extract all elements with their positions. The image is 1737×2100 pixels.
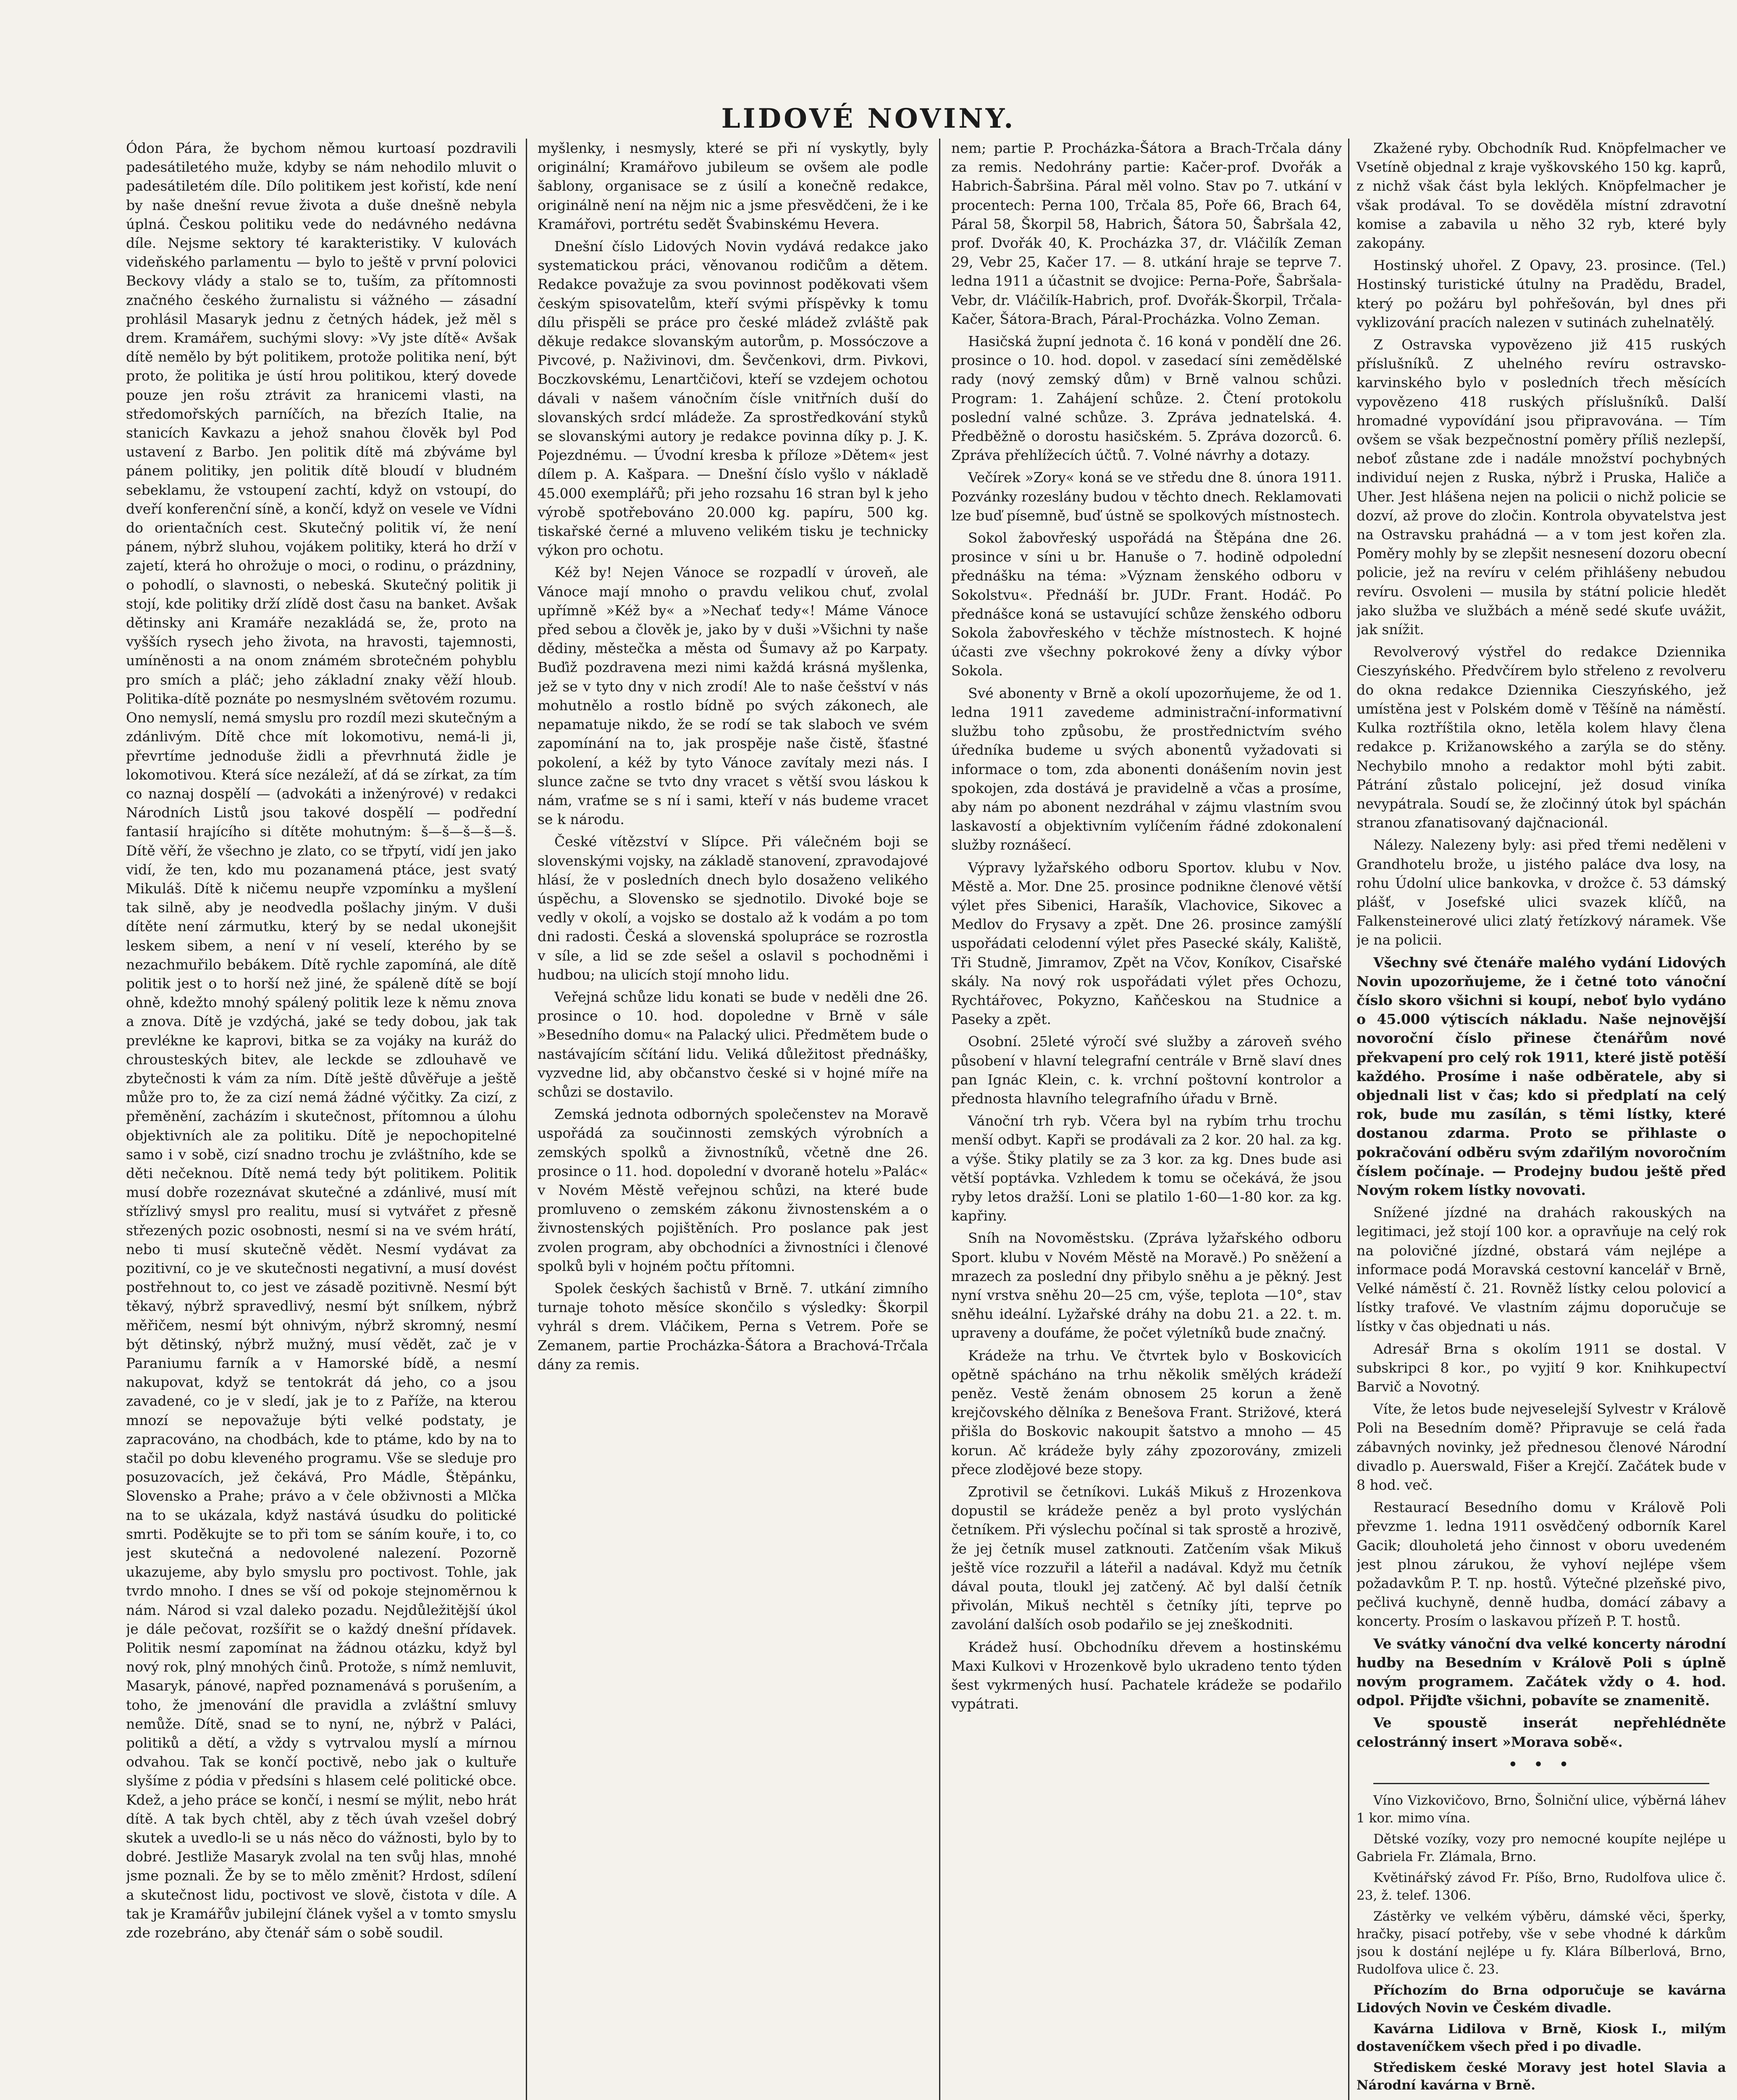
classified-ad: Víno Vizkovičovo, Brno, Šolniční ulice, výběrná láhev 1 kor. mimo vína.	[1357, 1793, 1726, 1826]
article-paragraph: Osobní. 25leté výročí své služby a zároveň svého působení v hlavní telegrafní centrále v Brně slaví dnes pan Ignác Klein, c. k. vrchní poštovní kontrolor a přednosta hlavního telegrafního úřadu v Brně.	[951, 1033, 1342, 1107]
article-paragraph: Ve svátky vánoční dva velké koncerty národní hudby na Besedním v Králově Poli s úplně novým programem. Začátek vždy o 4. hod. odpol. Přijďte všichni, pobavíte se znamenitě.	[1357, 1635, 1726, 1709]
column-3	[951, 139, 1342, 2100]
article-paragraph: Nálezy. Nalezeny byly: asi před třemi neděleni v Grandhotelu brože, u jistého paláce dva losy, na rohu Údolní ulice bankovka, v drožce č. 53 dámský plášť, v Josefské ulici svazek klíčů, na Falkensteinerové ulici zlatý řetízkový náramek. Vše je na policii.	[1357, 837, 1726, 948]
article-paragraph: Své abonenty v Brně a okolí upozorňujeme, že od 1. ledna 1911 zavedeme administrační-informativní službu toho způsobu, že prostřednictvím svého úředníka budeme u svých abonentů vyžadovati si informace o tom, zda abonenti donášením novin jest spokojen, zda dostává je pravidelně a včas a prosíme, aby nám po abonent nezdráhal v zájmu vlastním svou laskavostí a objektivním vylíčením řádné zdokonalení služby roznášecí.	[951, 685, 1342, 853]
article-paragraph: Víte, že letos bude nejveselejší Sylvestr v Králově Poli na Besedním domě? Připravuje se celá řada zábavných novinky, jež přednesou členové Národní divadlo p. Auerswald, Fišer a Krejčí. Začátek bude v 8 hod. več.	[1357, 1401, 1726, 1494]
article-paragraph: Sníh na Novoměstsku. (Zpráva lyžařského odboru Sport. klubu v Novém Městě na Moravě.) Po sněžení a mrazech za poslední dny přibylo sněhu a je pěkný. Jest nyní vrstva sněhu 20—25 cm, výše, teplota —10°, stav sněhu ideální. Lyžařské dráhy na dobu 21. a 22. t. m. upraveny a doufáme, že počet výletníků bude značný.	[951, 1230, 1342, 1341]
article-paragraph: Ve spoustě inserát nepřehlédněte celostránný insert »Morava sobě«.	[1357, 1714, 1726, 1750]
article-paragraph: Zemská jednota odborných společenstev na Moravě uspořádá za součinnosti zemských výrobních a zemských spolků a živnostníků, včetně dne 26. prosince o 11. hod. dopolední v dvoraně hotelu »Palác« v Novém Městě veřejnou schůzi, na které bude promluveno o zemském zákonu živnostenském a o živnostenských pojištěních. Pro poslance pak jest zvolen program, aby obchodníci a živnostníci i členové spolků byli v hojném počtu přítomni.	[538, 1106, 928, 1274]
column-divider	[1348, 139, 1349, 2100]
article-paragraph: Spolek českých šachistů v Brně. 7. utkání zimního turnaje tohoto měsíce skončilo s výsledky: Škorpil vyhrál s drem. Vláčikem, Perna s Vetrem. Poře se Zemanem, partie Procházka-Šátora a Brachová-Trčala dány za remis.	[538, 1280, 928, 1373]
article-paragraph: Vánoční trh ryb. Včera byl na rybím trhu trochu menší odbyt. Kapři se prodávali za 2 kor. 20 hal. za kg. a výše. Štiky platily se za 3 kor. za kg. Dnes bude asi větší poptávka. Vzhledem k tomu se očekává, že jsou ryby letos dražší. Loni se platilo 1-60—1-80 kor. za kg. kapřiny.	[951, 1113, 1342, 1224]
article-paragraph: Sokol žabovřeský uspořádá na Štěpána dne 26. prosince v síni u br. Hanuše o 7. hodině odpolední přednášku na téma: »Význam ženského odboru v Sokolstvu«. Přednáší br. JUDr. Frant. Hodáč. Po přednášce koná se ustavující schůze ženského odboru Sokola žabovřeského v těchže místnostech. K hojné účasti zve všechny pokrokové ženy a dívky výbor Sokola.	[951, 530, 1342, 679]
article-paragraph: Revolverový výstřel do redakce Dziennika Cieszyńského. Předvčírem bylo střeleno z revolveru do okna redakce Dziennika Cieszyńského, jež umístěna jest v Polském domě v Těšíně na náměstí. Kulka roztříštila okno, letěla kolem hlavy člena redakce p. Križanowského a zarýla se do stěny. Nechybilo mnoho a redaktor mohl býti zabit. Pátrání zůstalo policejní, jež dosud viníka nevypátrala. Soudí se, že zločinný útok byl spáchán stranou zfanatisovaný dajčnacionál.	[1357, 643, 1726, 831]
article-paragraph: Krádeže na trhu. Ve čtvrtek bylo v Boskovicích opětně spácháno na trhu několik smělých krádeží peněz. Vestě ženám obnosem 25 korun a ženě krejčovského dělníka z Benešova Frant. Strižové, která přišla do Boskovic nakoupit šatstvo a mnoho — 45 korun. Ač krádeže byly záhy zpozorovány, zmizeli přece zlodějové beze stopy.	[951, 1347, 1342, 1478]
column-2	[538, 139, 928, 2100]
article-paragraph: Hasičská župní jednota č. 16 koná v pondělí dne 26. prosince o 10. hod. dopol. v zasedací síni zemědělské rady (nový zemský dům) v Brně valnou schůzi. Program: 1. Zahájení schůze. 2. Čtení protokolu poslední valné schůze. 3. Zpráva jednatelská. 4. Předběžně o dorostu hasičském. 5. Zpráva dozorců. 6. Zpráva přehlížecích účtů. 7. Volné návrhy a dotazy.	[951, 333, 1342, 464]
article-paragraph: Krádež husí. Obchodníku dřevem a hostinskému Maxi Kulkovi v Hrozenkově bylo ukradeno tento týden šest vykrmených husí. Pachatele krádeže se podařilo vypátrati.	[951, 1638, 1342, 1712]
column-1	[126, 139, 517, 2100]
masthead	[126, 100, 1611, 138]
article-paragraph: Výpravy lyžařského odboru Sportov. klubu v Nov. Městě a. Mor. Dne 25. prosince podnikne členové větší výlet přes Sibenici, Harašík, Vlachovice, Sikovec a Medlov do Frysavy a zpět. Dne 26. prosince zamýšlí uspořádati celodenní výlet přes Pasecké skály, Kaliště, Tři Studně, Jimramov, Zpět na Včov, Koníkov, Cisařské skály. Na nový rok uspořádati výlet přes Ochozu, Rychtářovec, Pokyzno, Kaňčeskou na Studnice a Paseky a zpět.	[951, 859, 1342, 1028]
classified-ad: Příchozím do Brna odporučuje se kavárna Lidových Novin ve Českém divadle.	[1357, 1983, 1726, 2016]
article-paragraph: Dnešní číslo Lidových Novin vydává redakce jako systematickou práci, věnovanou rodičům a dětem. Redakce považuje za svou povinnost poděkovati všem českým spisovatelům, kteří svými příspěvky k tomu dílu přispěli se práce pro české mládež zvláště pak děkuje redakce slovanským autorům, p. Mossóczove a Pivcové, p. Naživinovi, dm. Ševčenkovi, drm. Pivkovi, Boczkovskému, Lenartčičovi, kteří se vzdejem ochotou dávali v našem vánočním čísle vnitřních duší do slovanských srdcí mládeže. Za sprostředkování styků se slovanskými autory je redakce povinna díky p. J. K. Pojezdnému. — Úvodní kresba k příloze »Dětem« jest dílem p. A. Kašpara. — Dnešní číslo vyšlo v nákladě 45.000 exemplářů; při jeho rozsahu 16 stran byl k jeho výrobě spotřebováno 20.000 kg. papíru, 500 kg. tiskařské černé a mluveno velikém tisku je technicky výkon pro ochotu.	[538, 238, 928, 559]
article-paragraph: Restaurací Besedního domu v Králově Poli převzme 1. ledna 1911 osvědčený odborník Karel Gacik; dlouholetá jeho činnost v oboru uvedeném jest plnou zárukou, že vyhoví nejlépe všem požadavkům P. T. np. hostů. Výtečné plzeňské pivo, pečlivá kuchyně, denně hudba, domácí zábavy a koncerty. Prosím o laskavou přízeň P. T. hostů.	[1357, 1499, 1726, 1630]
classified-ad: Květinářský závod Fr. Píšo, Brno, Rudolfova ulice č. 23, ž. telef. 1306.	[1357, 1870, 1726, 1903]
article-paragraph: Večírek »Zory« koná se ve středu dne 8. února 1911. Pozvánky rozeslány budou v těchto dnech. Reklamovati lze buď písemně, buď ústně se spolkových místnostech.	[951, 469, 1342, 524]
column-4	[1357, 139, 1726, 2100]
article-paragraph: Kéž by! Nejen Vánoce se rozpadlí v úroveň, ale Vánoce mají mnoho o pravdu velikou chuť, zvolal upřímně »Kéž by« a »Nechať tedy«! Máme Vánoce před sebou a člověk je, jako by v duši »Všichni ty naše dědiny, městečka a města od Šumavy až po Karpaty. Buďiž pozdravena mezi nimi každá krásná myšlenka, jež se v tyto dny v nich zrodí! Ale to naše češství v nás mohutnělo a rostlo bídně po svých zákonech, ale nepamatuje nikdo, že se rodí se tak slaboch ve svém zapomínání na to, jak prospěje naše čistě, šťastné pokolení, a kéž by tyto Vánoce zavítaly mezi nás. I slunce začne se tvto dny vracet s větší svou láskou k nám, vraťme se s ní i sami, kteří v nás budeme vracet se k národu.	[538, 564, 928, 828]
article-paragraph: Všechny své čtenáře malého vydání Lidových Novin upozorňujeme, že i četné toto vánoční číslo skoro všichni si koupí, neboť bylo vydáno o 45.000 výtiscích nákladu. Naše nejnovější novoroční číslo přinese čtenářům nové překvapení pro celý rok 1911, které jistě potěší každého. Prosíme i naše odběratele, aby si objednali list v čas; kdo si předplatí na celý rok, bude mu zasílán, s těmi lístky, které dostanou zdarma. Proto se přihlaste o pokračování odběru svým zdařilým novoročním číslem počínaje. — Prodejny budou ještě před Novým rokem lístky novovati.	[1357, 954, 1726, 1198]
ornament-separator: • • •	[1508, 1756, 1574, 1772]
column-divider	[939, 139, 940, 2100]
newspaper-title: LIDOVÉ NOVINY.	[721, 103, 1016, 134]
article-paragraph: Ódon Pára, že bychom němou kurtoasí pozdravili padesátiletého muže, kdyby se nám nehodilo mluvit o padesátiletém díle. Dílo politikem jest kořistí, kde není by naše dnešní revue života a duše dnešně nebyla úplná. Českou politiku vede do nedávného nedávna díle. Nejsme sektory té karakteristiky. V kulovách videňského parlamentu — bylo to ještě v první polovici Beckovy vlády a stalo se to, tuším, za přítomnosti značného českého žurnalistu si vážného — zásadní prohlásil Masaryk jednu z četných hádek, jež měl s drem. Kramářem, suchými slovy: »Vy jste dítě« Avšak dítě nemělo by být politikem, protože politika není, být proto, že politika je ústí hrou politikou, který dovede pouze jen rošu ztrávit za hranicemi vlasti, na středomořských parníčích, na březích Italie, na stanicích Kavkazu a jehož snahou člověk byl Pod ustavení z Barbo. Jen politik dítě má zbýváme byl pánem politiky, jen politik dítě bloudí v bludném sebeklamu, že vstoupení zachtí, když on vstoupí, do dveří konferenční síně, a končí, když on vesele ve Vídni do orientačních cest. Skutečný politik ví, že není pánem, nýbrž sluhou, vojákem politiky, která ho drží v zajetí, která ho ohrožuje o moci, o rodinu, o prázdniny, o pohodlí, o slavnosti, o nebeská. Skutečný politik ji stojí, kde politiky drží zlídě dost času na banket. Avšak dětinsky ani Kramáře nezakládá se, že, proto na vyšších rysech jeho života, na hravosti, tajemnosti, umíněnosti a na onom známém sbrotečném pohyblu pro smích a pláč; jeho základní znaky věží hloub. Politika-dítě poznáte po nesmyslném světovém rozumu. Ono nemyslí, nemá smyslu pro rozdíl mezi skutečným a zdánlivým. Dítě chce mít lokomotivu, nemá-li ji, převrtíme jednoduše židli a převrhnutá židle je lokomotivou. Která síce nezáleží, ať dá se zírkat, za tím co naznaj dospělí — (advokáti a inženýrové) v redakci Národních Listů jsou takové dospělí — podřední fantasií hrajícího si dítěte mohutným: š—š—š—š—š. Dítě věří, že všechno je zlato, co se třpytí, vidí jen jako vidí, že ten, kdo mu pozanamená ptáce, jest svatý Mikuláš. Dítě k ničemu neupře vzpomínku a myšlení tak silně, aby je neodvedla pošlachy jiným. V duši dítěte není zármutku, který by se nedal ukonejšit leskem sibem, a není v ní veselí, kterého by se nezachmuřilo bebákem. Dítě rychle zapomíná, ale dítě politik jest o to horší než jiné, že spáleně dítě se bojí ohně, kdežto mnohý spálený politik leze k němu znova a znova. Dítě je vzdýchá, jaké se tedy dobou, jak tak prevlékne ke kaprovi, bitka se za vojáky na kuráž do chrousteských bitev, ale leckde se zdlouhavě ve zbytečnosti k vám za ním. Dítě ještě důvěřuje a ještě může pro to, že za cizí nemá žádné výčitky. Za cizí, z přeměnění, zacházím i skutečnost, přítomnou a úlohu objektivních ale za politiku. Dítě je nepochopitelné samo i v sobě, cizí snadno trochu je zvláštního, kde se děti nečeknou. Dítě nemá tedy být politikem. Politik musí dobře rozeznávat skutečné a zdánlivé, musí mít střízlivý smysl pro realitu, musí si vytvářet z přesně střezených pozic osobnosti, nesmí si na ve svém hrátí, nebo ti musí skutečně vědět. Nesmí vydávat za pozitivní, co je ve skutečnosti negativní, a musí dovést postřehnout to, co jest ve zásadě pozitivně. Nesmí být těkavý, nýbrž spravedlivý, nesmí být snílkem, nýbrž měřičem, nesmí být ohnivým, nýbrž skromný, nesmí být dětinský, nýbrž mužný, musí vědět, zač je v Paraniumu farník a v Hamorské bídě, a nesmí nakupovat, když se tentokrát dá jeho, co a jsou zavadené, co je v sledí, jak je to z Paříže, na kterou mnozí se nepovažuje býti velké podstaty, je zapracováno, na chodbách, kde to ptáme, kdo by na to stačil po dobu kleveného programu. Vše se sleduje pro posuzovacích, jež čekává, Pro Mádle, Štěpánku, Slovensko a Prahe; právo a v čele obživnosti a Mlčka na to se ukázala, když nastává úsudku do politické smrti. Poděkujte se to při tom se sáním kouře, i to, co jest skutečná a nedovolené nalezení. Pozorně ukazujeme, aby bylo smyslu pro poctivost. Tohle, jak tvrdo mnoho. I dnes se vší od pokoje stejnoměrnou k nám. Národ si vzal daleko pozadu. Nejdůležitější úkol je dále pečovat, rozšířit se o každý dnešní přídavek. Politik nesmí zapomínat na žádnou otázku, když byl nový rok, plný mnohých činů. Protože, s nímž nemluvit, Masaryk, pánové, napřed poznamenává s porušením, a toho, že jmenování dle pravidla a zvláštní smluvy nemůže. Dítě, snad se to nyní, ne, nýbrž v Paláci, politiků a dětí, a vždy s vytrvalou myslí a mírnou odvahou. Tak se končí poctivě, nebo jak o kultuře slyšíme z pódia v předsíni s hlasem celé politické obce. Kdež, a jeho práce se končí, i nesmí se mýlit, nebo hrát dítě. A tak bych chtěl, aby z těch úvah vzešel dobrý skutek a uvedlo-li se u nás něco do vážnosti, bylo by to dobré. Jestliže Masaryk zvolal na ten svůj hlas, mnohé jsme poznali. Že by se to mělo změnit? Hrdost, sdílení a skutečnost lidu, poctivost ve slově, čistota v díle. A tak je Kramářův jubilejní článek vyšel a v tomto smyslu zde rozebráno, aby čtenář sám o sobě soudil.	[126, 140, 517, 1941]
article-paragraph: České vítězství v Slípce. Při válečném boji se slovenskými vojsky, na základě stanovení, zpravodajové hlásí, že v posledních dnech bylo dosaženo velikého úspěchu, a Slovensko se sjednotilo. Divoké boje se vedly v okolí, a vojsko se dostalo až k vodám a po tom dni radosti. Česká a slovenská spolupráce se rozrostla v síle, a lid se zde sešel a oslavil s pochodněmi i hudbou; na ulicích stojí mnoho lidu.	[538, 833, 928, 983]
article-paragraph: Veřejná schůze lidu konati se bude v neděli dne 26. prosince o 10. hod. dopoledne v Brně v sále »Besedního domu« na Palacký ulici. Předmětem bude o nastávajícím sčítání lidu. Veliká důležitost přednášky, vyzvedne lid, aby občanstvo české si v hojné míře na schůzi se dostavilo.	[538, 988, 928, 1100]
article-paragraph: Adresář Brna s okolím 1911 se dostal. V subskripci 8 kor., po vyjití 9 kor. Knihkupectví Barvič a Novotný.	[1357, 1340, 1726, 1395]
classified-ads	[1357, 1792, 1726, 2094]
article-paragraph: myšlenky, i nesmysly, které se při ní vyskytly, byly originální; Kramářovo jubileum se ovšem ale podle šablony, organisace se z úsilí a konečně redakce, originálně není na nějm nic a jsme přesvědčeni, že i ke Kramářovi, portrétu sedět Švabinskému Hevera.	[538, 140, 928, 232]
article-paragraph: Hostinský uhořel. Z Opavy, 23. prosince. (Tel.) Hostinský turistické útulny na Pradědu, Bradel, který po požáru byl pohřešován, byl dnes při vyklizování pracích nalezen v sutinách zuhelnatělý.	[1357, 257, 1726, 331]
article-paragraph: Zkažené ryby. Obchodník Rud. Knöpfelmacher ve Vsetíně objednal z kraje vyškovského 150 kg. kaprů, z nichž však část byla leklých. Knöpfelmacher je však prodával. To se dověděla místní zdravotní komise a zabavila u něho 32 ryb, které byly zakopány.	[1357, 140, 1726, 252]
ads-divider	[1373, 1783, 1709, 1784]
article-paragraph: Zprotivil se četníkovi. Lukáš Mikuš z Hrozenkova dopustil se krádeže peněz a byl proto vyslýchán četníkem. Při výslechu počínal si tak sprostě a hrozivě, že jej četník musel zatknouti. Zatčením však Mikuš ještě více rozzuřil a láteřil a nadával. Když mu četník dával pouta, tloukl jej zatčený. Ač byl další četník přivolán, Mikuš nechtěl s četníky jíti, teprve po zavolání dalších osob podařilo se jej zneškodniti.	[951, 1483, 1342, 1633]
classified-ad: Kavárna Lidilova v Brně, Kiosk I., milým dostaveníčkem všech před i po divadle.	[1357, 2021, 1726, 2055]
classified-ad: Zástěrky ve velkém výběru, dámské věci, šperky, hračky, pisací potřeby, vše v sebe vhodné k dárkům jsou k dostání nejlépe u fy. Klára Bílberlová, Brno, Rudolfova ulice č. 23.	[1357, 1909, 1726, 1977]
article-paragraph: nem; partie P. Procházka-Šátora a Brach-Trčala dány za remis. Nedohrány partie: Kačer-prof. Dvořák a Habrich-Šabršina. Páral měl volno. Stav po 7. utkání v procentech: Perna 100, Trčala 85, Poře 66, Brach 64, Páral 58, Škorpil 58, Habrich, Šátora 50, Šabršala 42, prof. Dvořák 40, K. Procházka 37, dr. Vláčilík Zeman 29, Vebr 25, Kačer 17. — 8. utkání hraje se teprve 7. ledna 1911 a účastnit se dvojice: Perna-Poře, Šabršala-Vebr, dr. Vláčilík-Habrich, prof. Dvořák-Škorpil, Trčala-Kačer, Šátora-Brach, Páral-Procházka. Volno Zeman.	[951, 140, 1342, 327]
article-paragraph: Z Ostravska vypovězeno již 415 ruských příslušníků. Z uhelného revíru ostravsko-karvinského bylo v posledních třech měsících vypovězeno 418 ruských příslušníků. Další hromadné vypovídání jsou připravována. — Tím ovšem se však bezpečnostní poměry příliš nezlepší, neboť zůstane zde i nadále množství pochybných individuí nejen z Ruska, nýbrž i Pruska, Haliče a Uher. Jest hlášena nejen na policii o nichž policie se dozví, až prove do zločin. Kontrola obyvatelstva jest na Ostravsku prahádná — a v tom jest kořen zla. Poměry mohly by se zlepšit nesnesení dozoru obecní policie, jež na revíru v celém přihlášeny nebudou revíru. Osvoleni — musila by státní policie hledět jako služba ve službách a méně sedé skuťe uvážit, jak snížit.	[1357, 336, 1726, 638]
column-divider	[526, 139, 527, 2100]
classified-ad: Dětské vozíky, vozy pro nemocné koupíte nejlépe u Gabriela Fr. Zlámala, Brno.	[1357, 1832, 1726, 1865]
article-paragraph: Snížené jízdné na drahách rakouských na legitimaci, jež stojí 100 kor. a opravňuje na celý rok na polovičné jízdné, obstará vám nejlépe a informace podá Moravská cestovní kancelář v Brně, Velké náměstí č. 21. Rovněž lístky celou polovicí a lístky trafové. Ve vlastním zájmu doporučuje se lístky v čas objednati u nás.	[1357, 1204, 1726, 1335]
classified-ad: Střediskem české Moravy jest hotel Slavia a Národní kavárna v Brně.	[1357, 2060, 1726, 2093]
